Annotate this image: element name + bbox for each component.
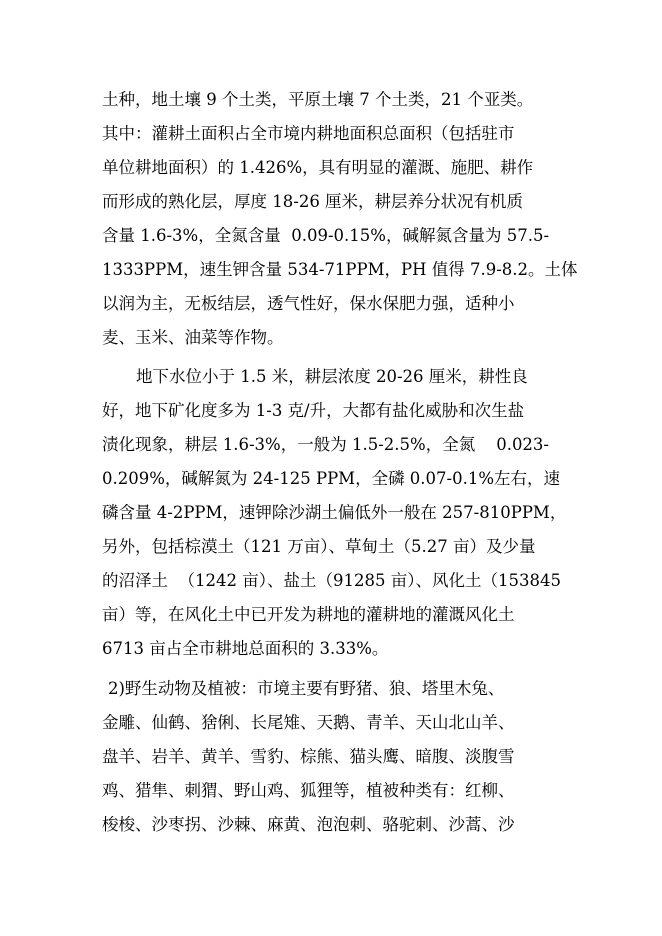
text-line: 土种，地土壤 9 个土类，平原土壤 7 个土类，21 个亚类。 [102, 90, 534, 109]
text-line: 其中：灌耕土面积占全市境内耕地面积总面积（包括驻市 [102, 124, 515, 143]
text-line: 梭梭、沙枣拐、沙棘、麻黄、泡泡刺、骆驼刺、沙蒿、沙 [102, 815, 515, 834]
text-line: 金雕、仙鹤、猞俐、长尾雉、天鹅、青羊、天山北山羊、 [102, 713, 515, 732]
text-line: 鸡、猎隼、刺猬、野山鸡、狐狸等，植被种类有：红柳、 [102, 781, 515, 800]
text-line: 好，地下矿化度多为 1-3 克/升，大都有盐化威胁和次生盐 [102, 401, 525, 420]
text-line: 6713 亩占全市耕地总面积的 3.33%。 [102, 639, 389, 658]
text-line: 单位耕地面积）的 1.426%，具有明显的灌溉、施肥、耕作 [102, 158, 534, 177]
text-line: 以润为主，无板结层，透气性好，保水保肥力强，适种小 [102, 294, 515, 313]
text-line: 麦、玉米、油菜等作物。 [102, 328, 284, 347]
text-line: 渍化现象，耕层 1.6-3%，一般为 1.5-2.5%，全氮 0.023- [102, 435, 550, 454]
text-line: 地下水位小于 1.5 米，耕层浓度 20-26 厘米，耕性良 [136, 367, 528, 386]
text-line: 含量 1.6-3%，全氮含量 0.09-0.15%，碱解氮含量为 57.5- [102, 226, 550, 245]
text-line: 亩）等，在风化土中已开发为耕地的灌耕地的灌溉风化土 [102, 605, 515, 624]
text-line: 盘羊、岩羊、黄羊、雪豹、棕熊、猫头鹰、暗腹、淡腹雪 [102, 747, 515, 766]
text-line: 的沼泽土 （1242 亩）、盐土（91285 亩）、风化土（153845 [102, 571, 561, 590]
text-line: 另外，包括棕漠土（121 万亩）、草甸土（5.27 亩）及少量 [102, 537, 536, 556]
text-line: 磷含量 4-2PPM，速钾除沙湖土偏低外一般在 257-810PPM， [102, 503, 567, 522]
text-line: 2)野生动物及植被：市境主要有野猪、狼、塔里木兔、 [108, 679, 505, 698]
text-line: 1333PPM，速生钾含量 534-71PPM，PH 值得 7.9-8.2。土体 [102, 260, 578, 279]
text-line: 而形成的熟化层，厚度 18-26 厘米，耕层养分状况有机质 [102, 192, 524, 211]
text-line: 0.209%，碱解氮为 24-125 PPM，全磷 0.07-0.1%左右，速 [102, 469, 561, 488]
